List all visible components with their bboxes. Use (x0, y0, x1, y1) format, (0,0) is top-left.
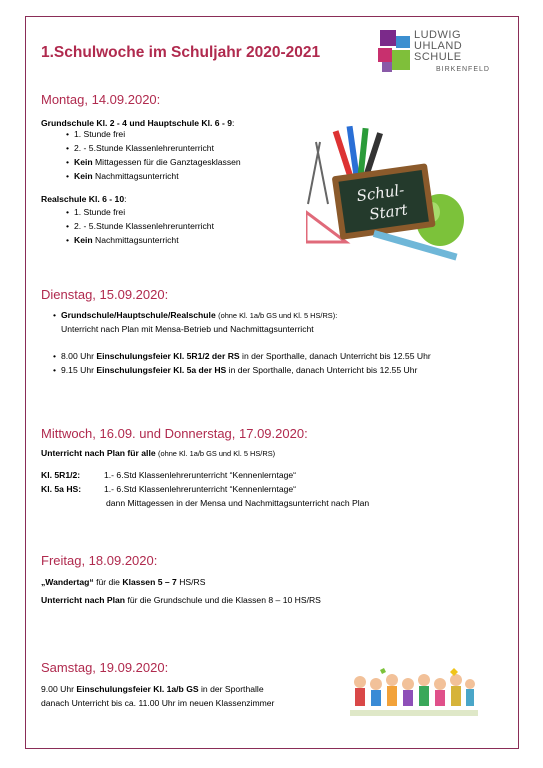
wednesday-line1: Unterricht nach Plan für alle (ohne Kl. 1a/b GS und Kl. 5 HS/RS) (41, 448, 276, 458)
list-item: • Kein Nachmittagsunterricht (74, 235, 179, 245)
friday-line1: „Wandertag“ für die Klassen 5 – 7 HS/RS (41, 577, 206, 587)
monday-heading: Montag, 14.09.2020: (41, 92, 161, 107)
school-start-illustration (306, 124, 464, 264)
page-title: 1.Schulwoche im Schuljahr 2020-2021 (41, 44, 321, 61)
list-item: • 2. - 5.Stunde Klassenlehrerunterricht (74, 221, 214, 231)
wednesday-row1: Kl. 5R1/2: (41, 470, 81, 480)
children-illustration (350, 668, 478, 720)
friday-line2: Unterricht nach Plan für die Grundschule und die Klassen 8 – 10 HS/RS (41, 595, 321, 605)
monday-group1-title: Grundschule Kl. 2 - 4 und Hauptschule Kl. 6 - 9: (41, 118, 235, 128)
logo-line1: LUDWIG (414, 29, 461, 41)
wednesday-heading: Mittwoch, 16.09. und Donnerstag, 17.09.2020: (41, 426, 308, 441)
friday-heading: Freitag, 18.09.2020: (41, 553, 158, 568)
school-logo (378, 30, 496, 80)
tuesday-item-2: • 8.00 Uhr Einschulungsfeier Kl. 5R1/2 der RS in der Sporthalle, danach Unterricht bis 12.55 Uhr (61, 349, 431, 363)
saturday-heading: Samstag, 19.09.2020: (41, 660, 169, 675)
tuesday-item-1-line2: Unterricht nach Plan mit Mensa-Betrieb und Nachmittagsunterricht (61, 324, 314, 334)
monday-group2-title: Realschule Kl. 6 - 10: (41, 194, 127, 204)
list-item: • Kein Nachmittagsunterricht (74, 171, 179, 181)
list-item: • 1. Stunde frei (74, 129, 125, 139)
logo-line3: SCHULE (414, 51, 462, 63)
logo-line2: UHLAND (414, 40, 463, 52)
wednesday-row1-text: 1.- 6.Std Klassenlehrerunterricht “Kennenlerntage“ (104, 470, 297, 480)
logo-line4: BIRKENFELD (436, 66, 490, 73)
chalkboard-text-line1: Schul- (355, 180, 406, 206)
list-item: • 1. Stunde frei (74, 207, 125, 217)
wednesday-row2-line2: dann Mittagessen in der Mensa und Nachmittagsunterricht nach Plan (106, 498, 370, 508)
tuesday-heading: Dienstag, 15.09.2020: (41, 287, 169, 302)
saturday-line2: danach Unterricht bis ca. 11.00 Uhr im neuen Klassenzimmer (41, 698, 275, 708)
chalkboard-text-line2: Start (368, 200, 409, 224)
list-item: • 2. - 5.Stunde Klassenlehrerunterricht (74, 143, 214, 153)
tuesday-item-3: • 9.15 Uhr Einschulungsfeier Kl. 5a der HS in der Sporthalle, danach Unterricht bis 12.55 Uhr (61, 363, 417, 377)
wednesday-row2: Kl. 5a HS: (41, 484, 82, 494)
tuesday-item-1: • Grundschule/Hauptschule/Realschule (ohne Kl. 1a/b GS und Kl. 5 HS/RS): (61, 308, 337, 323)
wednesday-row2-text: 1.- 6.Std Klassenlehrerunterricht “Kennenlerntage“ (104, 484, 297, 494)
saturday-line1: 9.00 Uhr Einschulungsfeier Kl. 1a/b GS in der Sporthalle (41, 684, 264, 694)
school-logo-mark (378, 30, 412, 72)
list-item: • Kein Mittagessen für die Ganztagesklassen (74, 157, 241, 167)
